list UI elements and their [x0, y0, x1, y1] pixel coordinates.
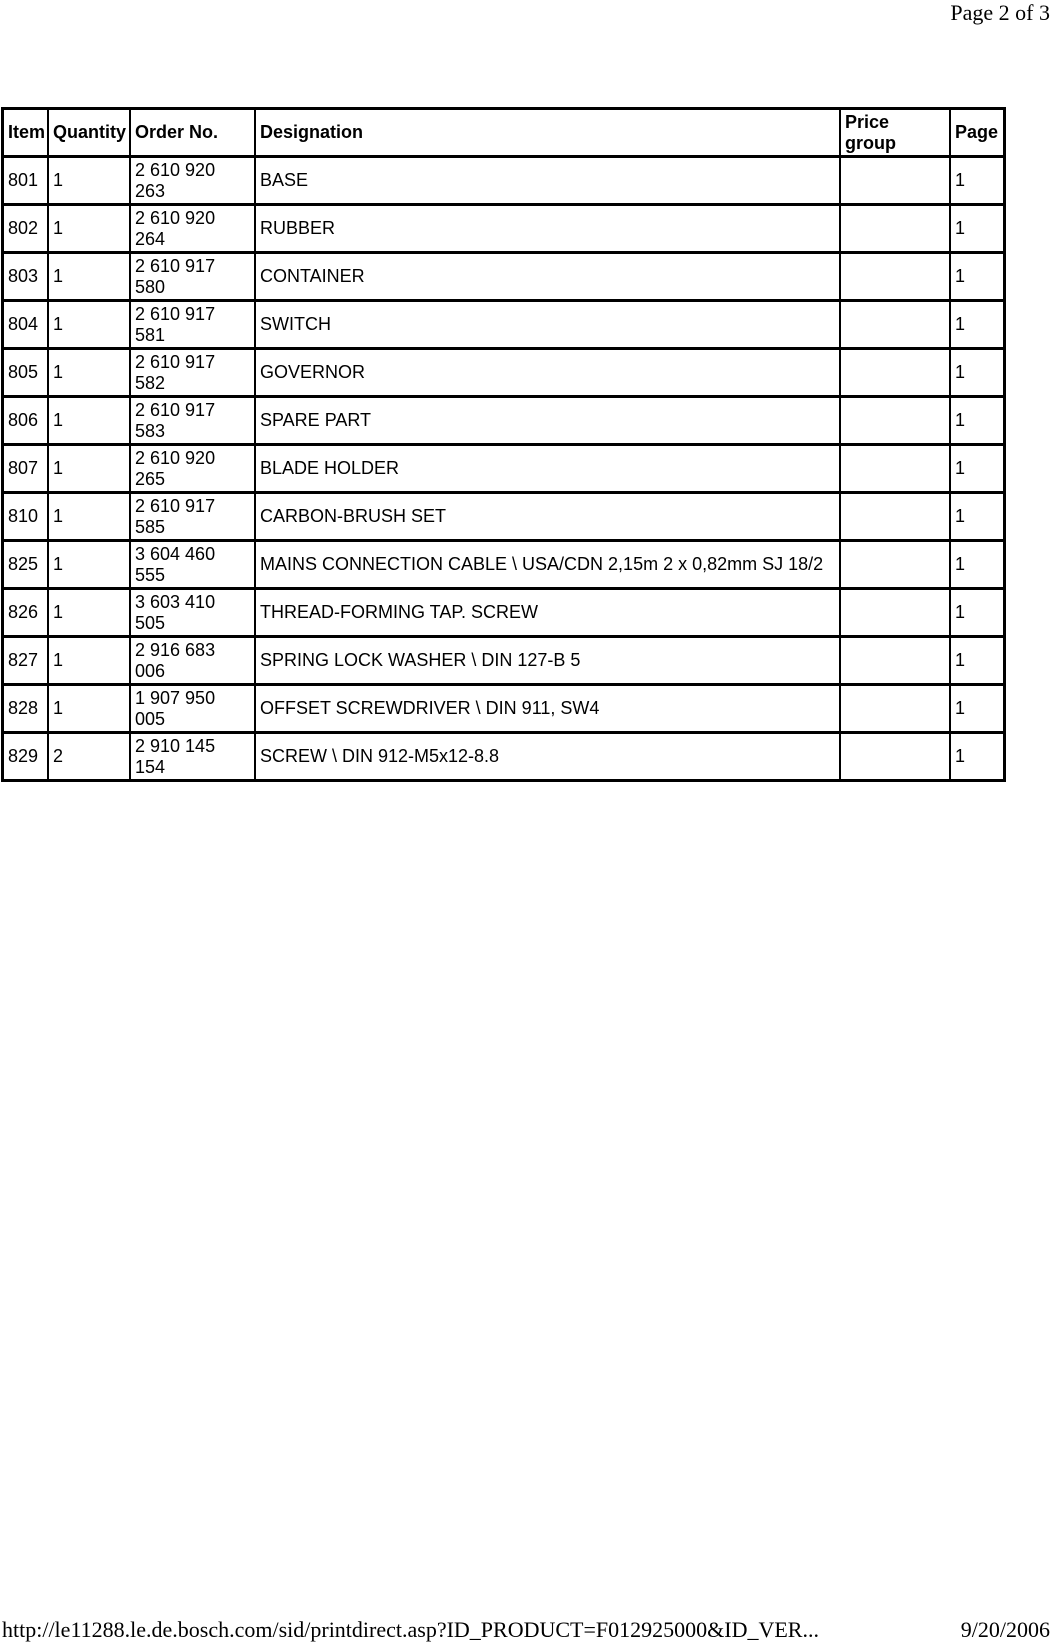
- column-header-quantity: Quantity: [49, 110, 131, 158]
- cell-price-group: [841, 254, 951, 302]
- cell-item: 807: [4, 446, 49, 494]
- cell-item: 828: [4, 686, 49, 734]
- cell-price-group: [841, 638, 951, 686]
- cell-designation: GOVERNOR: [256, 350, 841, 398]
- table-row: [4, 206, 1003, 254]
- cell-price-group: [841, 590, 951, 638]
- cell-item: 829: [4, 734, 49, 779]
- cell-order-no: 2 610 917 582: [131, 350, 256, 398]
- cell-designation: CONTAINER: [256, 254, 841, 302]
- table-row: [4, 638, 1003, 686]
- cell-order-no: 2 610 920 264: [131, 206, 256, 254]
- cell-item: 805: [4, 350, 49, 398]
- cell-quantity: 1: [49, 686, 131, 734]
- cell-page: 1: [951, 158, 1003, 206]
- cell-designation: SPARE PART: [256, 398, 841, 446]
- parts-table-body: [4, 158, 1003, 779]
- cell-price-group: [841, 494, 951, 542]
- parts-table: [1, 107, 1006, 782]
- cell-price-group: [841, 734, 951, 779]
- cell-price-group: [841, 206, 951, 254]
- cell-price-group: [841, 302, 951, 350]
- cell-order-no: 2 610 920 263: [131, 158, 256, 206]
- cell-designation: THREAD-FORMING TAP. SCREW: [256, 590, 841, 638]
- cell-price-group: [841, 158, 951, 206]
- footer-url: http://le11288.le.de.bosch.com/sid/printdirect.asp?ID_PRODUCT=F012925000&ID_VER...: [2, 1617, 819, 1642]
- cell-designation: BLADE HOLDER: [256, 446, 841, 494]
- cell-order-no: 1 907 950 005: [131, 686, 256, 734]
- cell-quantity: 1: [49, 254, 131, 302]
- cell-item: 804: [4, 302, 49, 350]
- cell-quantity: 1: [49, 590, 131, 638]
- table-row: [4, 494, 1003, 542]
- cell-price-group: [841, 686, 951, 734]
- cell-price-group: [841, 350, 951, 398]
- cell-quantity: 1: [49, 158, 131, 206]
- table-row: [4, 542, 1003, 590]
- cell-item: 802: [4, 206, 49, 254]
- cell-page: 1: [951, 350, 1003, 398]
- cell-order-no: 2 916 683 006: [131, 638, 256, 686]
- cell-page: 1: [951, 542, 1003, 590]
- cell-designation: SPRING LOCK WASHER \ DIN 127-B 5: [256, 638, 841, 686]
- footer-date: 9/20/2006: [960, 1617, 1050, 1642]
- cell-quantity: 1: [49, 494, 131, 542]
- table-row: [4, 734, 1003, 779]
- cell-item: 825: [4, 542, 49, 590]
- column-header-price-group: Price group: [841, 110, 951, 158]
- table-row: [4, 158, 1003, 206]
- cell-quantity: 2: [49, 734, 131, 779]
- cell-page: 1: [951, 446, 1003, 494]
- cell-designation: BASE: [256, 158, 841, 206]
- cell-quantity: 1: [49, 542, 131, 590]
- table-row: [4, 686, 1003, 734]
- cell-page: 1: [951, 398, 1003, 446]
- cell-quantity: 1: [49, 302, 131, 350]
- cell-order-no: 2 910 145 154: [131, 734, 256, 779]
- cell-item: 810: [4, 494, 49, 542]
- column-header-page: Page: [951, 110, 1003, 158]
- cell-item: 826: [4, 590, 49, 638]
- cell-price-group: [841, 446, 951, 494]
- table-row: [4, 446, 1003, 494]
- cell-order-no: 2 610 917 585: [131, 494, 256, 542]
- cell-page: 1: [951, 206, 1003, 254]
- table-row: [4, 590, 1003, 638]
- cell-quantity: 1: [49, 350, 131, 398]
- column-header-designation: Designation: [256, 110, 841, 158]
- cell-designation: MAINS CONNECTION CABLE \ USA/CDN 2,15m 2 x 0,82mm SJ 18/2: [256, 542, 841, 590]
- cell-designation: OFFSET SCREWDRIVER \ DIN 911, SW4: [256, 686, 841, 734]
- cell-quantity: 1: [49, 398, 131, 446]
- table-row: [4, 302, 1003, 350]
- cell-price-group: [841, 542, 951, 590]
- cell-designation: RUBBER: [256, 206, 841, 254]
- cell-page: 1: [951, 254, 1003, 302]
- cell-item: 806: [4, 398, 49, 446]
- table-row: [4, 254, 1003, 302]
- cell-designation: SWITCH: [256, 302, 841, 350]
- cell-designation: CARBON-BRUSH SET: [256, 494, 841, 542]
- cell-page: 1: [955, 746, 966, 766]
- cell-quantity: 1: [49, 206, 131, 254]
- cell-item: 803: [4, 254, 49, 302]
- cell-page: 1: [951, 638, 1003, 686]
- column-header-item: Item: [4, 110, 49, 158]
- cell-page: 1: [951, 686, 1003, 734]
- table-row: [4, 350, 1003, 398]
- cell-item: 801: [4, 158, 49, 206]
- column-header-order-no: Order No.: [131, 110, 256, 158]
- cell-price-group: [841, 398, 951, 446]
- cell-order-no: 3 604 460 555: [131, 542, 256, 590]
- cell-page: 1: [951, 590, 1003, 638]
- cell-quantity: 1: [49, 446, 131, 494]
- cell-designation: SCREW \ DIN 912-M5x12-8.8: [256, 734, 841, 779]
- page-number: Page 2 of 3: [950, 0, 1050, 25]
- table-row: [4, 398, 1003, 446]
- cell-quantity: 1: [49, 638, 131, 686]
- cell-item: 827: [4, 638, 49, 686]
- cell-order-no: 3 603 410 505: [131, 590, 256, 638]
- cell-page: 1: [951, 302, 1003, 350]
- cell-order-no: 2 610 917 580: [131, 254, 256, 302]
- cell-order-no: 2 610 917 583: [131, 398, 256, 446]
- cell-page: 1: [951, 494, 1003, 542]
- table-header-row: [4, 110, 1003, 158]
- cell-order-no: 2 610 920 265: [131, 446, 256, 494]
- cell-order-no: 2 610 917 581: [131, 302, 256, 350]
